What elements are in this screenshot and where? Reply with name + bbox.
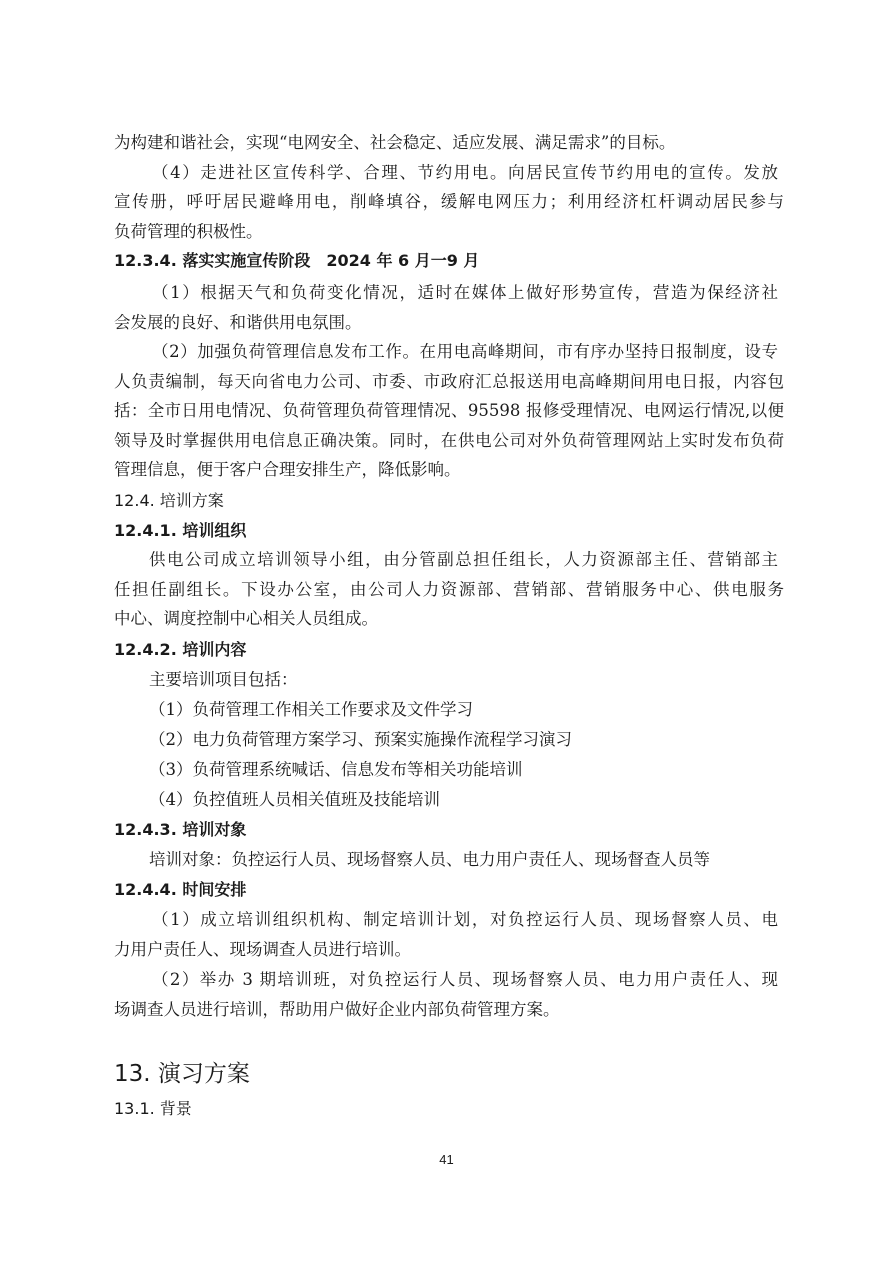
paragraph-line: 负荷管理的积极性。 [114,222,263,241]
paragraph-line: 领导及时掌握供用电信息正确决策。同时，在供电公司对外负荷管理网站上实时发布负荷 [114,431,784,450]
section-heading-12-3-4: 12.3.4. 落实实施宣传阶段 2024 年 6 月一9 月 [114,251,480,270]
paragraph-line: （4）走进社区宣传科学、合理、节约用电。向居民宣传节约用电的宣传。发放 [152,163,778,182]
paragraph-line: （2）加强负荷管理信息发布工作。在用电高峰期间，市有序办坚持日报制度，设专 [152,342,778,361]
paragraph-line: 供电公司成立培训领导小组，由分管副总担任组长，人力资源部主任、营销部主 [149,550,778,569]
section-heading-12-4-4: 12.4.4. 时间安排 [114,880,247,899]
section-heading-12-4-1: 12.4.1. 培训组织 [114,521,247,540]
list-item: （1）负荷管理工作相关工作要求及文件学习 [149,700,473,719]
paragraph-line: 管理信息，便于客户合理安排生产，降低影响。 [114,460,461,479]
page-number: 41 [439,1152,454,1167]
paragraph-line: 主要培训项目包括： [149,670,298,689]
paragraph-line: 人负责编制，每天向省电力公司、市委、市政府汇总报送用电高峰期间用电日报，内容包 [114,372,784,391]
section-heading-13-1: 13.1. 背景 [114,1099,192,1118]
section-heading-12-4: 12.4. 培训方案 [114,491,224,510]
section-heading-12-4-2: 12.4.2. 培训内容 [114,640,247,659]
list-item: （3）负荷管理系统喊话、信息发布等相关功能培训 [149,760,523,779]
list-item: （2）电力负荷管理方案学习、预案实施操作流程学习演习 [149,730,572,749]
chapter-heading-13: 13. 演习方案 [114,1061,250,1087]
section-heading-12-4-3: 12.4.3. 培训对象 [114,820,247,839]
paragraph-line: 会发展的良好、和谐供用电氛围。 [114,313,362,332]
paragraph-line: 宣传册，呼吁居民避峰用电，削峰填谷，缓解电网压力；利用经济杠杆调动居民参与 [114,192,784,211]
paragraph-line: 括：全市日用电情况、负荷管理负荷管理情况、95598 报修受理情况、电网运行情况,以便 [114,401,784,420]
paragraph-line: （1）成立培训组织机构、制定培训计划，对负控运行人员、现场督察人员、电 [152,910,778,929]
paragraph-line: 培训对象：负控运行人员、现场督察人员、电力用户责任人、现场督查人员等 [149,850,710,869]
paragraph-line: （2）举办 3 期培训班，对负控运行人员、现场督察人员、电力用户责任人、现 [152,970,778,989]
paragraph-line: 任担任副组长。下设办公室，由公司人力资源部、营销部、营销服务中心、供电服务 [114,580,784,599]
paragraph-line: 场调查人员进行培训，帮助用户做好企业内部负荷管理方案。 [114,1000,560,1019]
paragraph-line: （1）根据天气和负荷变化情况，适时在媒体上做好形势宣传，营造为保经济社 [152,283,778,302]
paragraph-line: 中心、调度控制中心相关人员组成。 [114,609,378,628]
list-item: （4）负控值班人员相关值班及技能培训 [149,790,440,809]
paragraph-line: 力用户责任人、现场调查人员进行培训。 [114,940,411,959]
paragraph-line: 为构建和谐社会，实现“电网安全、社会稳定、适应发展、满足需求”的目标。 [114,133,676,152]
